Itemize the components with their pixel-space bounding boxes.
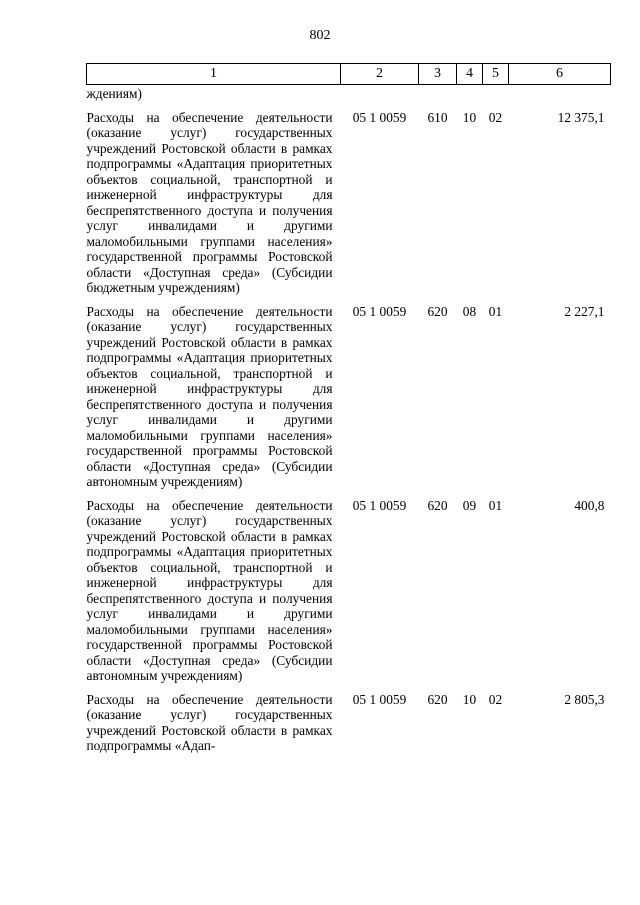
continuation-row <box>87 85 611 106</box>
header-cell: 5 <box>483 64 509 85</box>
expense-type-code: 620 <box>427 691 448 707</box>
row-description: Расходы на обеспечение деятельности (оказание услуг) государственных учреждений Ростовской области в рамках подпрограммы «Адаптация приоритетных объектов социальной, транспортной и инженерной инфраструктуры для беспрепятственного доступа и получения услуг инвалидами и другими маломобильными группами населения» государственной программы Ростовской области «Доступная среда» (Субсидии автономным учреждениям) <box>86 303 333 489</box>
subsection-code: 01 <box>488 303 503 319</box>
header-cell: 6 <box>509 64 611 85</box>
table-row <box>87 300 611 494</box>
row-description: Расходы на обеспечение деятельности (оказание услуг) государственных учреждений Ростовской области в рамках подпрограммы «Адаптация приоритетных объектов социальной, транспортной и инженерной инфраструктуры для беспрепятственного доступа и получения услуг инвалидами и другими маломобильными группами населения» государственной программы Ростовской области «Доступная среда» (Субсидии бюджетным учреждениям) <box>86 109 333 295</box>
page-number: 802 <box>309 28 331 43</box>
budget-table <box>86 63 611 758</box>
section-code: 09 <box>462 497 477 513</box>
subsection-code: 01 <box>488 497 503 513</box>
expense-type-code: 620 <box>427 303 448 319</box>
header-cell: 1 <box>87 64 341 85</box>
target-article-code: 05 1 0059 <box>352 109 407 125</box>
header-row <box>87 64 611 85</box>
table-row <box>87 106 611 300</box>
expense-type-code: 620 <box>427 497 448 513</box>
row-description: ждениям) <box>86 86 142 101</box>
row-description: Расходы на обеспечение деятельности (оказание услуг) государственных учреждений Ростовской области в рамках подпрограммы «Адап- <box>86 691 333 753</box>
amount: 12 375,1 <box>557 109 605 125</box>
target-article-code: 05 1 0059 <box>352 497 407 513</box>
target-article-code: 05 1 0059 <box>352 303 407 319</box>
target-article-code: 05 1 0059 <box>352 691 407 707</box>
amount: 2 805,3 <box>564 691 605 707</box>
expense-type-code: 610 <box>427 109 448 125</box>
subsection-code: 02 <box>488 691 503 707</box>
amount: 400,8 <box>574 497 605 513</box>
amount: 2 227,1 <box>564 303 605 319</box>
section-code: 10 <box>462 109 477 125</box>
section-code: 10 <box>462 691 477 707</box>
header-cell: 4 <box>457 64 483 85</box>
section-code: 08 <box>462 303 477 319</box>
table-row <box>87 688 611 758</box>
row-description: Расходы на обеспечение деятельности (оказание услуг) государственных учреждений Ростовской области в рамках подпрограммы «Адаптация приоритетных объектов социальной, транспортной и инженерной инфраструктуры для беспрепятственного доступа и получения услуг инвалидами и другими маломобильными группами населения» государственной программы Ростовской области «Доступная среда» (Субсидии автономным учреждениям) <box>86 497 333 683</box>
header-cell: 3 <box>419 64 457 85</box>
table-row <box>87 494 611 688</box>
subsection-code: 02 <box>488 109 503 125</box>
header-cell: 2 <box>341 64 419 85</box>
